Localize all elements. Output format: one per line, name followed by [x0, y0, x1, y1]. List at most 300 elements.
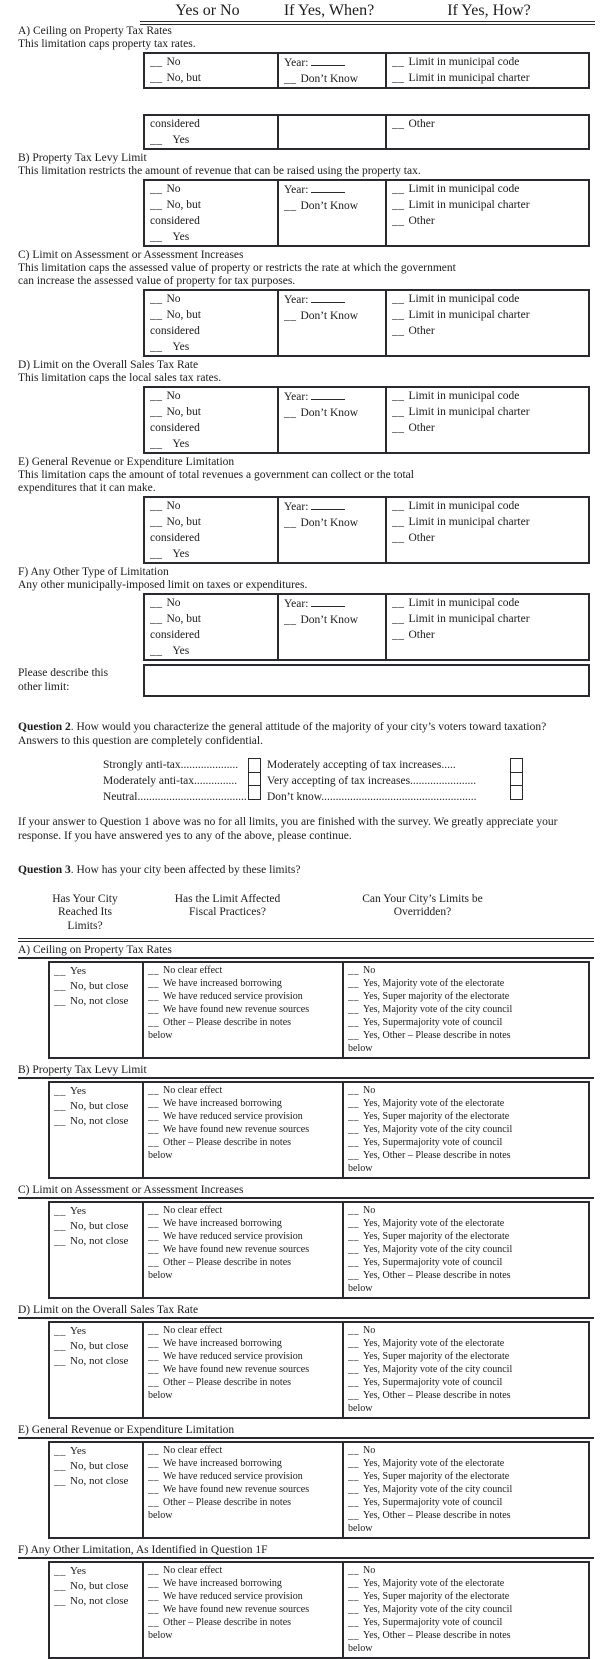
q3-e-reached-cell [50, 1443, 142, 1537]
checkbox-blank[interactable]: __ [148, 964, 159, 976]
describe-other-limit-label [18, 666, 108, 694]
option-label: No clear effect [163, 1324, 223, 1336]
survey-page [0, 2, 600, 1654]
option-label-continuation: below [348, 1162, 373, 1174]
checkbox-blank[interactable]: __ [392, 500, 405, 512]
q3-b-override-cell [342, 1083, 588, 1177]
option-label: Yes [172, 438, 190, 450]
checkbox-blank[interactable]: __ [392, 56, 405, 68]
checkbox-blank[interactable]: __ [348, 1029, 359, 1041]
q3-header-line: Limits? [67, 919, 103, 932]
checkbox-blank[interactable]: __ [54, 1474, 66, 1487]
option-label: Yes, Majority vote of the city council [363, 1243, 513, 1255]
checkbox-blank[interactable]: __ [148, 1243, 159, 1255]
q1-e-how-cell [385, 498, 588, 562]
option-label: No, not close [70, 1354, 129, 1367]
checkbox-blank[interactable]: __ [54, 979, 66, 992]
checkbox-blank[interactable]: __ [150, 293, 163, 305]
checkbox-blank[interactable]: __ [148, 1110, 159, 1122]
option-label: Yes [172, 645, 190, 657]
checkbox-blank[interactable]: __ [54, 1594, 66, 1607]
question-3-label: Question 3 [18, 864, 71, 876]
option-label: Other – Please describe in notes [163, 1496, 292, 1508]
checkbox-blank[interactable]: __ [348, 1363, 359, 1375]
question-2-text [18, 721, 585, 748]
q1-b-yesno-cell [145, 181, 277, 245]
checkbox-blank[interactable]: __ [392, 118, 405, 130]
q1-header-yes-or-no: Yes or No [175, 2, 240, 19]
q1-section-b-title: B) Property Tax Levy Limit [18, 152, 147, 164]
option-label: Yes, Super majority of the electorate [363, 990, 510, 1002]
option-label: We have reduced service provision [163, 1110, 303, 1122]
q1-table-c [143, 289, 590, 357]
q1-e-yesno-cell [145, 498, 277, 562]
checkbox-blank[interactable]: __ [148, 1084, 159, 1096]
checkbox-blank[interactable]: __ [348, 1389, 359, 1401]
checkbox-blank[interactable]: __ [150, 645, 163, 657]
checkbox-blank[interactable]: __ [392, 215, 405, 227]
checkbox-blank[interactable]: __ [148, 1324, 159, 1336]
option-label: Yes [172, 134, 190, 146]
option-label-continuation: below [148, 1629, 173, 1641]
option-label: No, but close [70, 1579, 129, 1592]
option-label: Strongly anti-tax.................... [103, 759, 239, 771]
option-label: Yes [70, 1324, 87, 1337]
q2-right-option-labels [267, 757, 510, 805]
option-label: Don’t Know [300, 200, 359, 212]
checkbox-blank[interactable]: __ [148, 1230, 159, 1242]
checkbox-blank[interactable]: __ [392, 532, 405, 544]
checkbox-blank[interactable]: __ [148, 1256, 159, 1268]
option-label: We have found new revenue sources [163, 1003, 310, 1015]
checkbox-blank[interactable]: __ [54, 1459, 66, 1472]
checkbox-blank[interactable]: __ [150, 613, 163, 625]
q1-section-d-description: This limitation caps the local sales tax rates. [18, 372, 222, 384]
checkbox-blank[interactable]: __ [348, 1376, 359, 1388]
checkbox-blank[interactable]: __ [348, 1457, 359, 1469]
checkbox-blank[interactable]: __ [392, 72, 405, 84]
q3-section-d-title: D) Limit on the Overall Sales Tax Rate [18, 1303, 594, 1319]
option-label: No, but [166, 199, 201, 211]
option-label: Yes, Supermajority vote of council [363, 1016, 503, 1028]
checkbox-blank[interactable]: __ [150, 438, 163, 450]
checkbox-blank[interactable]: __ [148, 1470, 159, 1482]
option-label: Other – Please describe in notes [163, 1136, 292, 1148]
q3-table-e [48, 1441, 590, 1539]
q1-a-yesno-cell [145, 54, 277, 87]
option-label: Limit in municipal charter [408, 516, 530, 528]
option-label: No, but close [70, 979, 129, 992]
checkbox-blank[interactable]: __ [148, 1616, 159, 1628]
option-label: considered [150, 118, 200, 130]
option-label: Yes, Super majority of the electorate [363, 1230, 510, 1242]
checkbox-blank[interactable]: __ [348, 1577, 359, 1589]
q1-e-when-cell [277, 498, 385, 562]
checkbox-blank[interactable]: __ [284, 517, 297, 529]
question-2-body: . How would you characterize the general attitude of the majority of your city’s voters toward taxation? Answers to this question are completely confidential. [18, 721, 547, 747]
option-label: Yes, Supermajority vote of council [363, 1376, 503, 1388]
q2-right-checkbox-column [510, 757, 523, 805]
checkbox-blank[interactable]: __ [150, 500, 163, 512]
checkbox-blank[interactable]: __ [148, 1003, 159, 1015]
checkbox-blank[interactable]: __ [54, 1234, 66, 1247]
option-label: Other – Please describe in notes [163, 1616, 292, 1628]
q3-f-override-cell [342, 1563, 588, 1657]
checkbox-blank[interactable]: __ [348, 1483, 359, 1495]
q1-d-yesno-cell [145, 388, 277, 452]
checkbox-blank[interactable]: __ [348, 1084, 359, 1096]
checkbox-blank[interactable]: __ [54, 1444, 66, 1457]
q1-a-when-cell [277, 54, 385, 87]
option-label: Limit in municipal code [408, 56, 520, 68]
checkbox-blank[interactable]: __ [150, 231, 163, 243]
checkbox-blank[interactable]: __ [348, 1016, 359, 1028]
checkbox-blank[interactable]: __ [392, 629, 405, 641]
q3-a-fiscal-cell [142, 963, 342, 1057]
q1-b-how-cell [385, 181, 588, 245]
option-label: Other [408, 325, 435, 337]
checkbox-blank[interactable]: __ [348, 1123, 359, 1135]
checkbox-blank[interactable]: __ [150, 134, 163, 146]
checkbox-blank[interactable]: __ [150, 199, 163, 211]
checkbox-blank[interactable]: __ [392, 613, 405, 625]
q3-header-line: Fiscal Practices? [189, 906, 266, 918]
checkbox-blank[interactable]: __ [148, 977, 159, 989]
checkbox-blank[interactable]: __ [348, 1509, 359, 1521]
option-label: No [363, 1444, 376, 1456]
q3-column-headers [18, 892, 594, 942]
checkbox-blank[interactable]: __ [150, 341, 163, 353]
checkbox-blank[interactable]: __ [150, 516, 163, 528]
checkbox-blank[interactable]: __ [284, 407, 297, 419]
checkbox-blank[interactable]: __ [392, 390, 405, 402]
option-label: No, not close [70, 1474, 129, 1487]
checkbox-blank[interactable]: __ [392, 183, 405, 195]
option-label: Yes, Majority vote of the city council [363, 1003, 513, 1015]
option-label: Other – Please describe in notes [163, 1256, 292, 1268]
option-label: Yes, Other – Please describe in notes [363, 1269, 511, 1281]
checkbox-blank[interactable]: __ [348, 1350, 359, 1362]
q1-section-a-description: This limitation caps property tax rates. [18, 38, 196, 50]
option-label: Yes, Majority vote of the electorate [363, 1097, 505, 1109]
describe-other-limit-row [0, 663, 600, 701]
checkbox-blank[interactable]: __ [150, 56, 163, 68]
checkbox-blank[interactable]: __ [348, 990, 359, 1002]
option-label: Other – Please describe in notes [163, 1016, 292, 1028]
checkbox-blank[interactable]: __ [348, 1256, 359, 1268]
checkbox-blank[interactable]: __ [392, 422, 405, 434]
option-label: Yes, Majority vote of the city council [363, 1123, 513, 1135]
checkbox-blank[interactable]: __ [348, 1230, 359, 1242]
q1-table-d [143, 386, 590, 454]
checkbox-blank[interactable]: __ [348, 1110, 359, 1122]
checkbox-blank[interactable]: __ [348, 1603, 359, 1615]
checkbox-blank[interactable]: __ [54, 1099, 66, 1112]
option-label: Yes [172, 341, 190, 353]
option-label: Limit in municipal code [408, 390, 520, 402]
option-label: No [166, 500, 181, 512]
checkbox-blank[interactable]: __ [148, 1337, 159, 1349]
checkbox-blank[interactable]: __ [348, 1324, 359, 1336]
checkbox-blank[interactable]: __ [148, 1457, 159, 1469]
checkbox-blank[interactable]: __ [150, 309, 163, 321]
checkbox-blank[interactable]: __ [148, 1350, 159, 1362]
q1-header-if-yes-when: If Yes, When? [283, 2, 375, 19]
option-label: Yes [70, 1084, 87, 1097]
option-label: Limit in municipal charter [408, 613, 530, 625]
q3-header-overridden [320, 893, 525, 920]
option-label: We have increased borrowing [163, 1097, 282, 1109]
year-blank[interactable] [311, 498, 345, 510]
checkbox-blank[interactable]: __ [54, 1219, 66, 1232]
option-label: considered [150, 422, 200, 434]
checkbox-blank[interactable]: __ [54, 1114, 66, 1127]
option-label-continuation: below [348, 1642, 373, 1654]
q1-d-how-cell [385, 388, 588, 452]
option-label: Limit in municipal code [408, 293, 520, 305]
checkbox-blank[interactable]: __ [348, 1470, 359, 1482]
q3-d-fiscal-cell [142, 1323, 342, 1417]
option-label: We have reduced service provision [163, 1470, 303, 1482]
year-blank[interactable] [311, 595, 345, 607]
year-label: Year: [284, 391, 309, 403]
option-label: considered [150, 629, 200, 641]
checkbox-blank[interactable]: __ [348, 1337, 359, 1349]
year-blank[interactable] [311, 181, 345, 193]
checkbox-blank[interactable]: __ [284, 200, 297, 212]
option-label: No, but [166, 516, 201, 528]
option-label: Yes, Supermajority vote of council [363, 1496, 503, 1508]
checkbox-blank[interactable]: __ [148, 1444, 159, 1456]
q3-a-override-cell [342, 963, 588, 1057]
checkbox-blank[interactable]: __ [392, 516, 405, 528]
q3-section-c-title: C) Limit on Assessment or Assessment Increases [18, 1183, 594, 1199]
option-label-continuation: below [148, 1029, 173, 1041]
checkbox-blank[interactable]: __ [54, 1564, 66, 1577]
page-break-gap [0, 91, 600, 113]
q3-header-line: Can Your City’s Limits be [362, 892, 483, 905]
option-label: No, not close [70, 1594, 129, 1607]
q1-section-c-description-2: can increase the assessed value of property for tax purposes. [18, 275, 296, 287]
checkbox-blank[interactable]: __ [348, 1217, 359, 1229]
option-label: No [166, 293, 181, 305]
checkbox-blank[interactable]: __ [148, 1483, 159, 1495]
option-label: We have reduced service provision [163, 1590, 303, 1602]
checkbox-blank[interactable]: __ [284, 310, 297, 322]
q1-a-yesno-cell-2 [145, 116, 277, 148]
option-label: Yes, Other – Please describe in notes [363, 1149, 511, 1161]
q1-table-e [143, 496, 590, 564]
checkbox-blank[interactable]: __ [54, 994, 66, 1007]
q3-c-override-cell [342, 1203, 588, 1297]
q1-d-when-cell [277, 388, 385, 452]
q3-a-reached-cell [50, 963, 142, 1057]
checkbox-blank[interactable]: __ [348, 1496, 359, 1508]
checkbox-blank[interactable]: __ [150, 390, 163, 402]
question-3-text [18, 864, 585, 878]
option-label: We have found new revenue sources [163, 1483, 310, 1495]
checkbox-blank[interactable]: __ [150, 548, 163, 560]
q1-c-how-cell [385, 291, 588, 355]
checkbox-blank[interactable]: __ [348, 1444, 359, 1456]
q1-section-f-title: F) Any Other Type of Limitation [18, 566, 169, 578]
option-label: No [363, 964, 376, 976]
checkbox-blank[interactable]: __ [150, 72, 163, 84]
checkbox-blank[interactable]: __ [348, 1149, 359, 1161]
option-label: Yes, Super majority of the electorate [363, 1350, 510, 1362]
option-label: Yes, Majority vote of the electorate [363, 1217, 505, 1229]
option-label: No, not close [70, 994, 129, 1007]
option-label: We have increased borrowing [163, 977, 282, 989]
option-label: Yes, Supermajority vote of council [363, 1616, 503, 1628]
option-label: Yes [70, 964, 87, 977]
q1-table-f [143, 593, 590, 661]
option-label: Yes, Majority vote of the electorate [363, 977, 505, 989]
checkbox-blank[interactable]: __ [392, 293, 405, 305]
option-label-continuation: below [148, 1509, 173, 1521]
checkbox-blank[interactable]: __ [148, 1123, 159, 1135]
option-label: Moderately accepting of tax increases..... [267, 759, 456, 771]
checkbox-blank[interactable]: __ [348, 1136, 359, 1148]
checkbox-blank[interactable]: __ [148, 1496, 159, 1508]
option-label: Limit in municipal charter [408, 199, 530, 211]
q3-e-override-cell [342, 1443, 588, 1537]
question-2-options [103, 757, 600, 805]
q1-f-when-cell [277, 595, 385, 659]
checkbox-blank[interactable]: __ [54, 1204, 66, 1217]
checkbox-blank[interactable]: __ [348, 1629, 359, 1641]
option-label: No, but close [70, 1099, 129, 1112]
checkbox-blank[interactable]: __ [392, 199, 405, 211]
year-blank[interactable] [311, 388, 345, 400]
checkbox-blank[interactable]: __ [348, 1590, 359, 1602]
describe-label-line-1: Please describe this [18, 667, 109, 679]
option-label: Yes [70, 1444, 87, 1457]
option-label: No [363, 1204, 376, 1216]
checkbox-blank[interactable]: __ [54, 1579, 66, 1592]
checkbox-blank[interactable]: __ [54, 1324, 66, 1337]
q3-header-line: Overridden? [393, 906, 452, 918]
checkbox-blank[interactable]: __ [392, 325, 405, 337]
checkbox-blank[interactable]: __ [148, 1136, 159, 1148]
year-blank[interactable] [311, 291, 345, 303]
q3-f-reached-cell [50, 1563, 142, 1657]
q3-header-reached-limits [30, 893, 140, 934]
checkbox-blank[interactable]: __ [54, 1339, 66, 1352]
option-label: We have increased borrowing [163, 1217, 282, 1229]
checkbox-dont-know[interactable] [510, 785, 523, 800]
checkbox-blank[interactable]: __ [348, 1097, 359, 1109]
checkbox-blank[interactable]: __ [284, 614, 297, 626]
checkbox-blank[interactable]: __ [348, 1003, 359, 1015]
checkbox-blank[interactable]: __ [392, 406, 405, 418]
option-label: No, but [166, 72, 201, 84]
option-label: Yes, Super majority of the electorate [363, 1590, 510, 1602]
checkbox-blank[interactable]: __ [348, 964, 359, 976]
checkbox-blank[interactable]: __ [392, 597, 405, 609]
checkbox-blank[interactable]: __ [54, 964, 66, 977]
option-label: Other [408, 118, 435, 130]
year-blank[interactable] [311, 54, 345, 66]
option-label: Yes, Majority vote of the city council [363, 1363, 513, 1375]
q1-section-e-description: This limitation caps the amount of total revenues a government can collect or the total [18, 469, 414, 481]
q1-section-c-title: C) Limit on Assessment or Assessment Increases [18, 249, 244, 261]
option-label: We have reduced service provision [163, 1350, 303, 1362]
option-label: Don’t know...................................................... [267, 791, 477, 803]
q3-table-d [48, 1321, 590, 1419]
checkbox-blank[interactable]: __ [148, 1217, 159, 1229]
option-label: No clear effect [163, 1444, 223, 1456]
checkbox-blank[interactable]: __ [148, 1363, 159, 1375]
checkbox-blank[interactable]: __ [150, 406, 163, 418]
checkbox-blank[interactable]: __ [148, 1376, 159, 1388]
checkbox-blank[interactable]: __ [348, 1564, 359, 1576]
q3-table-f [48, 1561, 590, 1659]
checkbox-blank[interactable]: __ [148, 1016, 159, 1028]
option-label: Limit in municipal code [408, 183, 520, 195]
option-label: No, but close [70, 1219, 129, 1232]
checkbox-blank[interactable]: __ [148, 990, 159, 1002]
option-label: No [166, 183, 181, 195]
option-label: Yes, Other – Please describe in notes [363, 1509, 511, 1521]
option-label: No clear effect [163, 1564, 223, 1576]
checkbox-blank[interactable]: __ [348, 1243, 359, 1255]
checkbox-blank[interactable]: __ [54, 1354, 66, 1367]
checkbox-blank[interactable]: __ [54, 1084, 66, 1097]
q3-header-line: Has Your City [52, 892, 118, 905]
option-label-continuation: below [348, 1282, 373, 1294]
checkbox-blank[interactable]: __ [284, 73, 297, 85]
option-label: Limit in municipal charter [408, 309, 530, 321]
q3-table-b [48, 1081, 590, 1179]
q1-c-when-cell [277, 291, 385, 355]
checkbox-blank[interactable]: __ [148, 1564, 159, 1576]
checkbox-blank[interactable]: __ [348, 1269, 359, 1281]
describe-other-limit-input[interactable] [143, 664, 590, 697]
option-label: Limit in municipal code [408, 500, 520, 512]
checkbox-blank[interactable]: __ [150, 183, 163, 195]
option-label: We have found new revenue sources [163, 1603, 310, 1615]
checkbox-blank[interactable]: __ [348, 977, 359, 989]
q1-f-how-cell [385, 595, 588, 659]
checkbox-blank[interactable]: __ [148, 1603, 159, 1615]
question-2-label: Question 2 [18, 721, 71, 733]
option-label: Yes, Other – Please describe in notes [363, 1629, 511, 1641]
checkbox-blank[interactable]: __ [148, 1097, 159, 1109]
option-label: Don’t Know [300, 614, 359, 626]
option-label: We have reduced service provision [163, 990, 303, 1002]
option-label: considered [150, 532, 200, 544]
q1-section-e-description-2: expenditures that it can make. [18, 482, 156, 494]
q2-left-option-labels [103, 757, 248, 805]
option-label: Yes [70, 1564, 87, 1577]
option-label: Other [408, 215, 435, 227]
option-label: Don’t Know [300, 407, 359, 419]
q1-table-b [143, 179, 590, 247]
checkbox-blank[interactable]: __ [348, 1616, 359, 1628]
checkbox-blank[interactable]: __ [148, 1204, 159, 1216]
q1-section-c-description: This limitation caps the assessed value of property or restricts the rate at which the government [18, 262, 456, 274]
checkbox-blank[interactable]: __ [392, 309, 405, 321]
checkbox-blank[interactable]: __ [148, 1577, 159, 1589]
option-label-continuation: below [148, 1149, 173, 1161]
option-label: Yes, Super majority of the electorate [363, 1110, 510, 1122]
checkbox-neutral[interactable] [248, 785, 261, 800]
checkbox-blank[interactable]: __ [348, 1204, 359, 1216]
checkbox-blank[interactable]: __ [148, 1590, 159, 1602]
option-label: No [166, 597, 181, 609]
checkbox-blank[interactable]: __ [150, 597, 163, 609]
